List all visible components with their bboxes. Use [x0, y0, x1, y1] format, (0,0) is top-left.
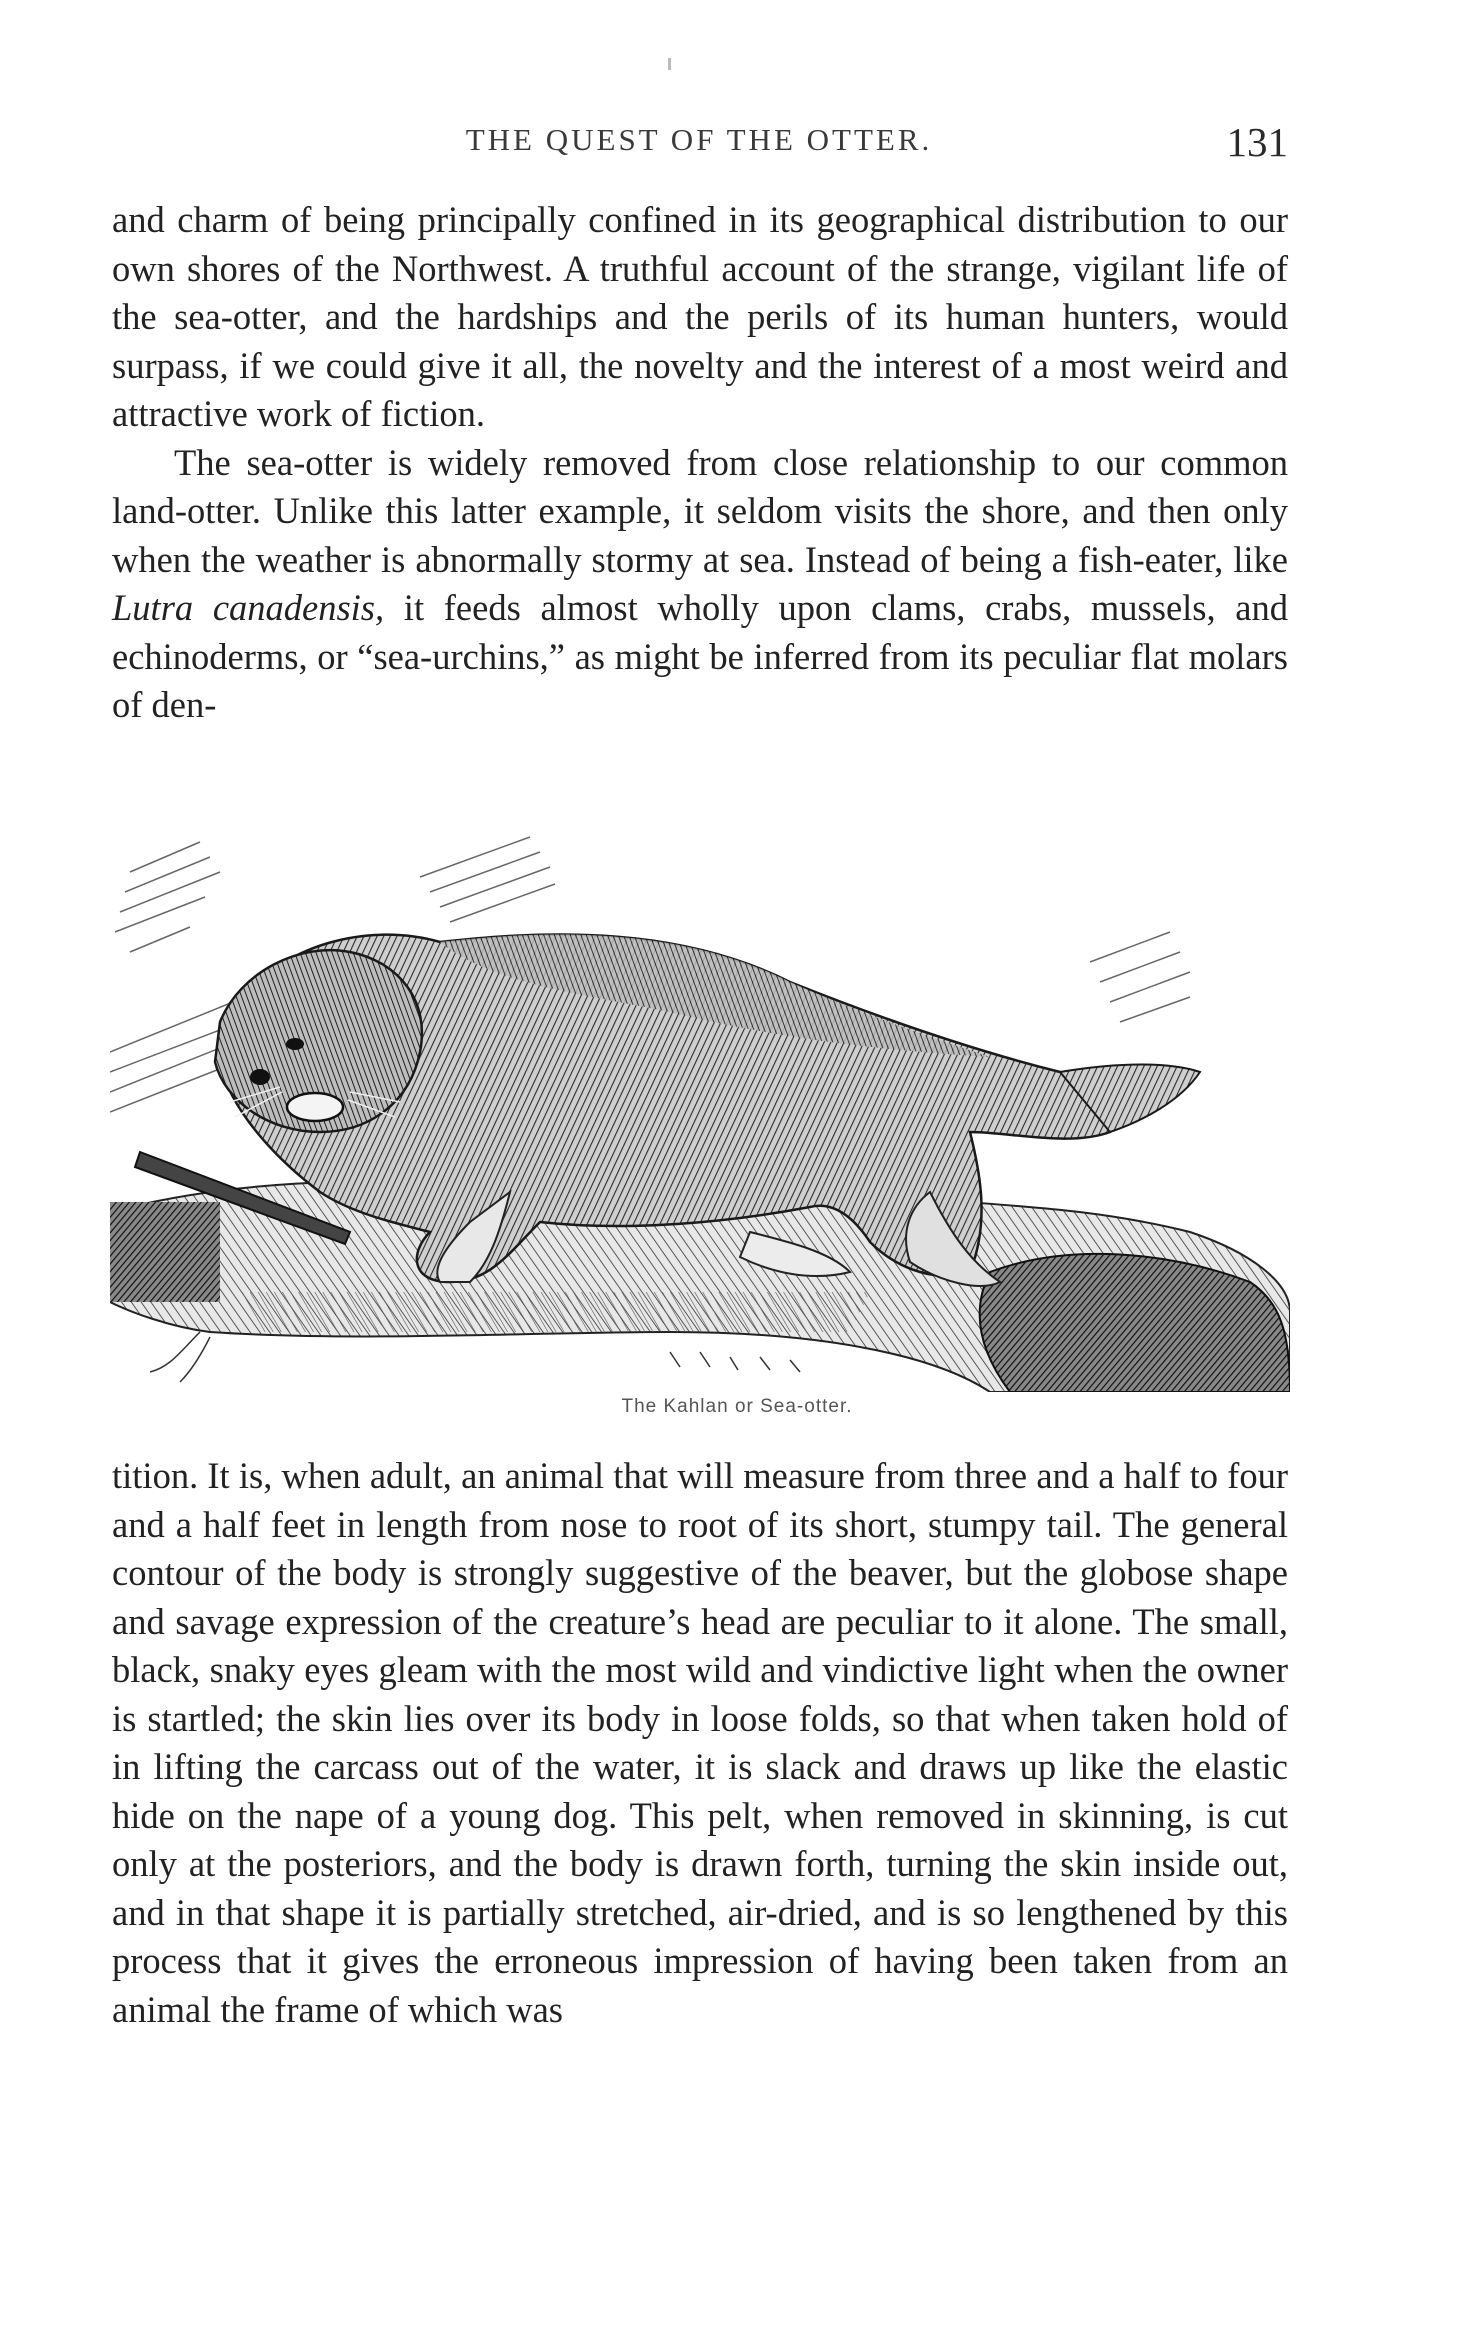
otter-mouth — [287, 1093, 343, 1121]
page-header — [110, 118, 1288, 168]
paragraph-continued: and charm of being principally confined in its geographical distribution to our own shores of the Northwest. A truthful account of the strange, vigilant life of the sea-otter, and the hardships and the perils of its human hunters, would surpass, if we could give it all, the novelty and the interest of a most weird and attractive work of fiction. — [112, 199, 1288, 434]
print-mark — [668, 58, 671, 70]
otter-nose — [250, 1069, 270, 1085]
running-title: THE QUEST OF THE OTTER. — [465, 122, 933, 157]
otter-eye — [286, 1038, 304, 1050]
sea-otter-illustration — [110, 812, 1290, 1392]
text-block-bottom — [112, 1452, 1288, 2034]
figure-caption: The Kahlan or Sea-otter. — [621, 1396, 853, 1417]
text-block-top — [112, 196, 1288, 730]
paragraph-text: it feeds almost wholly upon clams, crabs, mussels, and echinoderms, or “sea-urchins,” as might be inferred from its peculiar flat molars of den- — [112, 587, 1288, 725]
rock-left-edge — [110, 1202, 220, 1302]
paragraph-description: tition. It is, when adult, an animal that will measure from three and a half to four and a half feet in length from nose to root of its short, stumpy tail. The general contour of the body is strongly suggestive of the beaver, but the globose shape and savage expression of the creature’s head are peculiar to it alone. The small, black, snaky eyes gleam with the most wild and vindictive light when the owner is startled; the skin lies over its body in loose folds, so that when taken hold of in lifting the carcass out of the water, it is slack and draws up like the elastic hide on the nape of a young dog. This pelt, when removed in skinning, is cut only at the posteriors, and the body is drawn forth, turning the skin inside out, and in that shape it is partially stretched, air-dried, and is so lengthened by this process that it gives the erroneous impression of having been taken from an animal the frame of which was — [112, 1455, 1288, 2030]
paragraph-sea-otter — [112, 439, 1288, 730]
paragraph-text: The sea-otter is widely removed from close relationship to our common land-otter. Unlike this latter example, it seldom visits the shore, and then only when the weather is abnormally stormy at sea. Instead of being a fish-eater, like — [112, 441, 1288, 580]
ground-hatching — [240, 1292, 870, 1332]
species-name: Lutra canadensis, — [112, 587, 385, 628]
page-number: 131 — [1226, 119, 1288, 165]
ground-marks — [150, 1332, 800, 1382]
